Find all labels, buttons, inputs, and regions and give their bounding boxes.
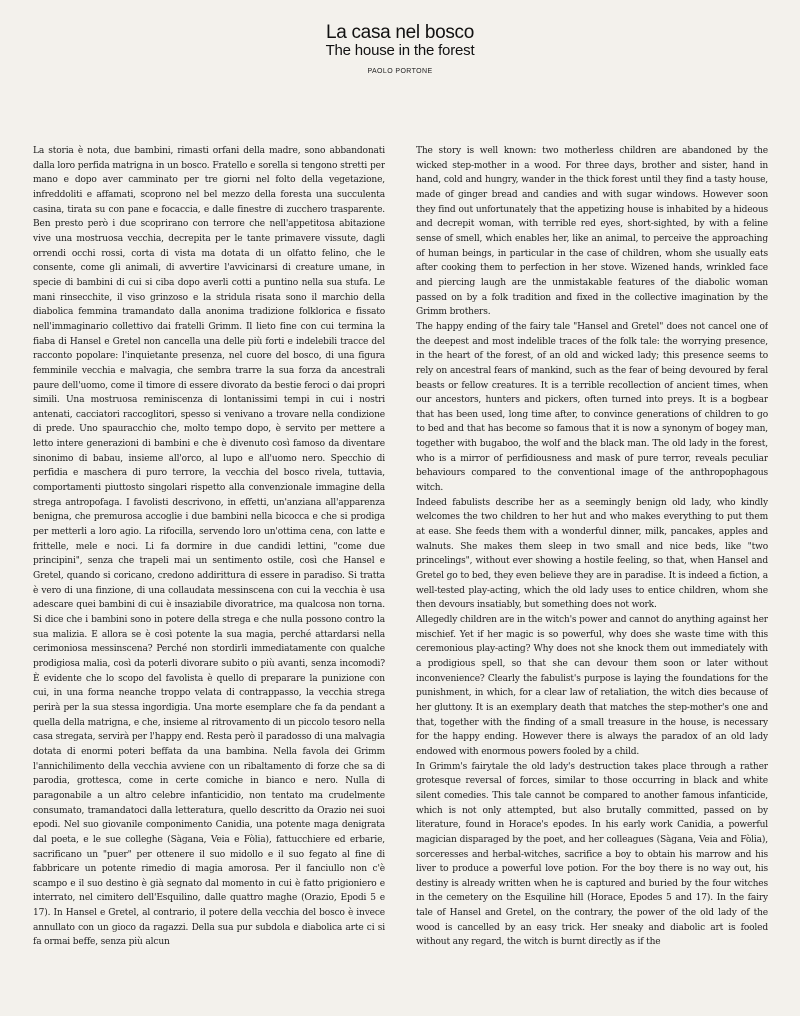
english-paragraph: Indeed fabulists describe her as a seemingly benign old lady, who kindly welcomes the two children to her hut and who makes everything to put them at ease. She feeds them with a wonderful dinner, milk, pancakes, apples and walnuts. She makes them sleep in two small and nice beds, like "two princelings", without ever showing a hostile feeling, so that, when Hansel and Gretel go to bed, they even believe they are in paradise. It is indeed a fiction, a well-tested play-acting, which the old lady uses to entice children, whom she then devours insatiably, but something does not work. [416,497,768,611]
italian-column [33,144,385,1010]
page-header [0,22,800,75]
english-column [416,144,768,1010]
author-name: PAOLO PORTONE [367,68,433,75]
italian-paragraph: La storia è nota, due bambini, rimasti orfani della madre, sono abbandonati dalla loro perfida matrigna in un bosco. Fratello e sorella si tengono stretti per mano e dopo aver camminato per tre giorni nel folto della vegetazione, infreddoliti e affamati, scoprono nel bel mezzo della foresta una succulenta casina, tirata su con pane e focaccia, e dalle finestre di zucchero trasparente. Ben presto però i due scoprirano con terrore che nell'appetitosa abitazione vive una mostruosa vecchia, decrepita per le tante primavere vissute, dagli orrendi occhi rossi, corta di vista ma dotata di un olfatto felino, che le consente, come gli animali, di avvertire l'avvicinarsi di creature umane, in specie di bambini di cui si ciba dopo averli cotti a puntino nella sua stufa. Le mani rinsecchite, il viso grinzoso e la stridula risata sono il marchio della diabolica femmina tramandato dalla anonima tradizione folklorica e fissato nell'immaginario collettivo dai fratelli Grimm. Il lieto fine con cui termina la fiaba di Hansel e Gretel non cancella una delle più forti e indelebili tracce del racconto popolare: l'inquietante presenza, nel cuore del bosco, di una figura femminile vecchia e malvagia, che sembra trarre la sua forza da ancestrali paure dell'uomo, come il timore di essere divorato da bestie feroci o dai propri simili. Una mostruosa reminiscenza di lontanissimi tempi in cui i nostri antenati, cacciatori raccoglitori, spesso si venivano a trovare nella condizione di prede. Uno spauracchio che, molto tempo dopo, è servito per mettere a letto intere generazioni di bambini e che è divenuto così famoso da diventare sinonimo di babau, insieme all'orco, al lupo e all'uomo nero. Specchio di perfidia e maschera di puro terrore, la vecchia del bosco rivela, tuttavia, comportamenti piuttosto singolari rispetto alla convenzionale immagine della strega antropofaga. I favolisti descrivono, in effetti, un'anziana all'apparenza benigna, che premurosa accoglie i due bambini nella bicocca e che si prodiga per metterli a loro agio. La rifocilla, servendo loro un'ottima cena, con latte e frittelle, mele e noci. Li fa dormire in due candidi lettini, "come due principini", senza che trapeli mai un sentimento ostile, così che Hansel e Gretel, quando si coricano, credono addirittura di essere in paradiso. Si tratta è vero di una finzione, di una collaudata messinscena con cui la vecchia è usa adescare quei bambini di cui è insaziabile divoratrice, ma qualcosa non torna. Si dice che i bambini sono in potere della strega e che nulla possono contro la sua malizia. E allora se è così potente la sua magia, perché attardarsi nella cerimoniosa messinscena? Perché non stordirli immediatamente con qualche prodigiosa malia, così da poterli divorare subito o più avanti, senza incomodi? È evidente che lo scopo del favolista è quello di preparare la punizione con cui, in una forma neanche troppo velata di contrappasso, la vecchia strega perirà per la sua stessa ingordigia. Una morte esemplare che fa da pendant a quella della matrigna, e che, insieme al ritrovamento di un piccolo tesoro nella casa stregata, servirà per l'happy end. Resta però il paradosso di una malvagia dotata di enormi poteri beffata da una bambina. Nella favola dei Grimm l'annichilimento della vecchia avviene con un ribaltamento di forze che sa di parodia, grottesca, come in certe comiche in bianco e nero. Nulla di paragonabile a un altro celebre infanticidio, non tentato ma crudelmente consumato, tramandatoci dalla letteratura, quello descritto da Orazio nei suoi epodi. Nel suo giovanile componimento Canidia, una potente maga denigrata dal poeta, e le sue colleghe (Sàgana, Veia e Fòlia), fattucchiere ed erbarie, sacrificano un "puer" per ottenere il suo midollo e il suo fegato al fine di fabbricare un potente rimedio di magia amorosa. Per il fanciullo non c'è scampo e il suo destino è già segnato dal momento in cui è fatto prigioniero e interrato, nel cimitero dell'Esquilino, dalle quattro maghe (Orazio, Epodi 5 e 17). In Hansel e Gretel, al contrario, il potere della vecchia del bosco è invece annullato con un gioco da ragazzi. Della sua pur subdola e diabolica arte ci si fa ormai beffe, senza più alcun [33,146,385,948]
title-english: The house in the forest [325,42,475,59]
title-italian: La casa nel bosco [325,22,475,43]
english-paragraph: The happy ending of the fairy tale "Hansel and Gretel" does not cancel one of the deepest and most indelible traces of the folk tale: the worrying presence, in the heart of the forest, of an old and wicked lady; this presence seems to rely on ancestral fears of mankind, such as the fear of being devoured by feral beasts or fellow creatures. It is a terrible recollection of ancient times, when our ancestors, hunters and pickers, often turned into preys. It is a bogbear that has been used, long time after, to convince generations of children to go to bed and that has become so famous that it is now a synonym of bogey man, together with bugaboo, the wolf and the black man. The old lady in the forest, who is a mirror of perfidiousness and mask of pure terror, reveals peculiar behaviours compared to the conventional image of the anthropophagous witch. [416,321,768,494]
english-paragraph: The story is well known: two motherless children are abandoned by the wicked step-mother in a wood. For three days, brother and sister, hand in hand, cold and hungry, wander in the thick forest until they find a tasty house, made of ginger bread and candies and with sugar windows. However soon they find out unfortunately that the appetizing house is inhabited by a hideous and decrepit woman, with terrible red eyes, short-sighted, by with a feline sense of smell, which enables her, like an animal, to perceive the approaching of human beings, in particular in the case of children, whom she usually eats after cooking them to perfection in her stove. Wizened hands, wrinkled face and piercing laugh are the unmistakable features of the diabolic woman passed on by a folk tradition and fixed in the collective imagination by the Grimm brothers. [416,146,768,318]
english-paragraph: In Grimm's fairytale the old lady's destruction takes place through a rather grotesque reversal of forces, similar to those occurring in black and white silent comedies. This tale cannot be compared to another famous infanticide, which is not only attempted, but also brutally committed, passed on by literature, found in Horace's epodes. In his early work Canidia, a powerful magician disparaged by the poet, and her colleagues (Sàgana, Veia and Fòlia), sorceresses and herbal-witches, sacrifice a boy to obtain his marrow and his liver to produce a powerful love potion. For the boy there is no way out, his destiny is already written when he is captured and buried by the four witches in the cemetery on the Esquiline hill (Horace, Epodes 5 and 17). In the fairy tale of Hansel and Gretel, on the contrary, the power of the old lady of the wood is cancelled by an easy trick. Her sneaky and diabolic art is fooled without any regard, the witch is burnt directly as if the [416,761,768,948]
english-paragraph: Allegedly children are in the witch's power and cannot do anything against her mischief. Yet if her magic is so powerful, why does she waste time with this ceremonious play-acting? Why does not she knock them out immediately with a prodigious spell, so that she can devour them soon or later without inconvenience? Clearly the fabulist's purpose is laying the foundations for the punishment, in which, for a clear law of retaliation, the witch dies because of her gluttony. It is an exemplary death that matches the step-mother's one and that, together with the finding of a small treasure in the house, is necessary for the happy ending. However there is always the paradox of an old lady endowed with enormous powers fooled by a child. [416,615,768,757]
